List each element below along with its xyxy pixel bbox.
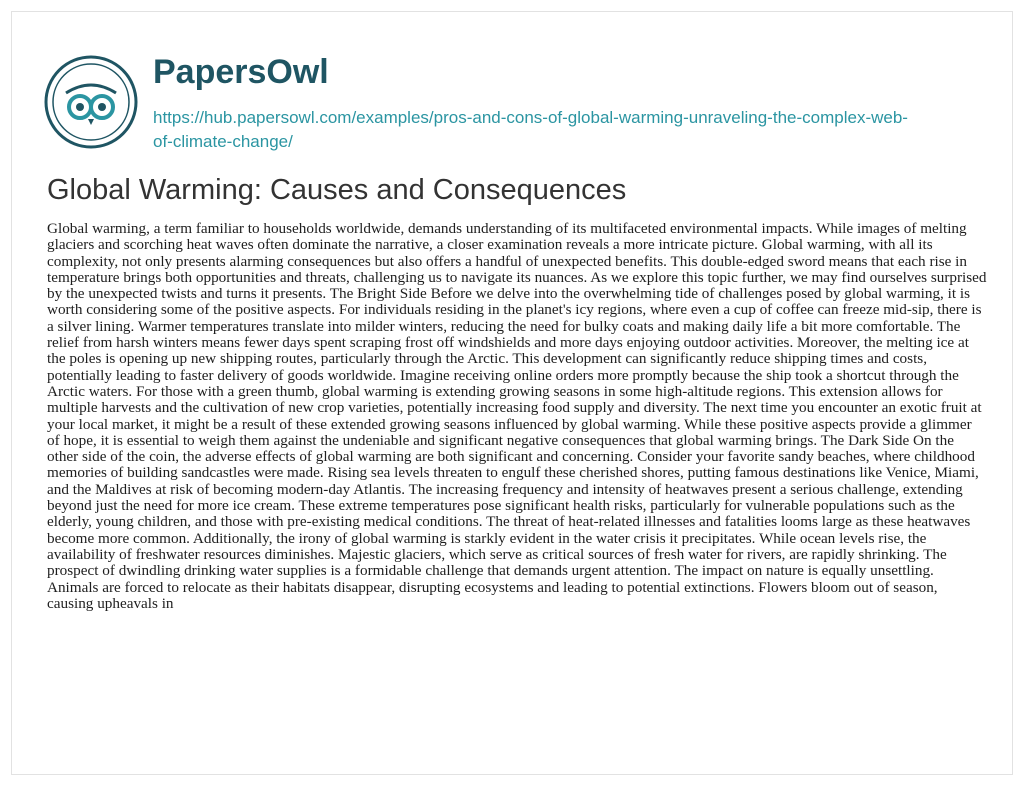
owl-logo-icon [44, 55, 138, 149]
brand-name: PapersOwl [153, 53, 329, 91]
article-title: Global Warming: Causes and Consequences [47, 174, 627, 206]
article-body: Global warming, a term familiar to households worldwide, demands understanding of its multifaceted environmental impacts. While images of melting glaciers and scorching heat waves often dominate the narrative, a closer examination reveals a more intricate picture. Global warming, with all its complexity, not only presents alarming consequences but also offers a handful of unexpected benefits. This double-edged sword means that each rise in temperature brings both opportunities and threats, challenging us to navigate its nuances. As we explore this topic further, we may find ourselves surprised by the unexpected twists and turns it presents. The Bright Side Before we delve into the overwhelming tide of challenges posed by global warming, it is worth considering some of the positive aspects. For individuals residing in the planet's icy regions, where even a cup of coffee can freeze mid-sip, there is a silver lining. Warmer temperatures translate into milder winters, reducing the need for bulky coats and making daily life a bit more comfortable. The relief from harsh winters means fewer days spent scraping frost off windshields and more days enjoying outdoor activities. Moreover, the melting ice at the poles is opening up new shipping routes, particularly through the Arctic. This development can significantly reduce shipping times and costs, potentially leading to faster delivery of goods worldwide. Imagine receiving online orders more promptly because the ship took a shortcut through the Arctic waters. For those with a green thumb, global warming is extending growing seasons in some high-altitude regions. This extension allows for multiple harvests and the cultivation of new crop varieties, potentially increasing food supply and diversity. The next time you encounter an exotic fruit at your local market, it might be a result of these extended growing seasons influenced by global warming. While these positive aspects provide a glimmer of hope, it is essential to weigh them against the undeniable and significant negative consequences that global warming brings. The Dark Side On the other side of the coin, the adverse effects of global warming are both significant and concerning. Consider your favorite sandy beaches, where childhood memories of building sandcastles were made. Rising sea levels threaten to engulf these cherished shores, putting famous destinations like Venice, Miami, and the Maldives at risk of becoming modern-day Atlantis. The increasing frequency and intensity of heatwaves present a serious challenge, extending beyond just the need for more ice cream. These extreme temperatures pose significant health risks, particularly for vulnerable populations such as the elderly, young children, and those with pre-existing medical conditions. The threat of heat-related illnesses and fatalities looms large as these heatwaves become more common. Additionally, the irony of global warming is starkly evident in the water crisis it precipitates. While ocean levels rise, the availability of freshwater resources diminishes. Majestic glaciers, which serve as critical sources of fresh water for rivers, are rapidly shrinking. The prospect of dwindling drinking water supplies is a formidable challenge that demands urgent attention. The impact on nature is equally unsettling. Animals are forced to relocate as their habitats disappear, disrupting ecosystems and leading to potential extinctions. Flowers bloom out of season, causing upheavals in [47, 220, 987, 612]
source-url-link[interactable]: https://hub.papersowl.com/examples/pros-and-cons-of-global-warming-unraveling-the-complex-web-of-climate-change/ [153, 108, 908, 151]
page-header [44, 51, 984, 151]
